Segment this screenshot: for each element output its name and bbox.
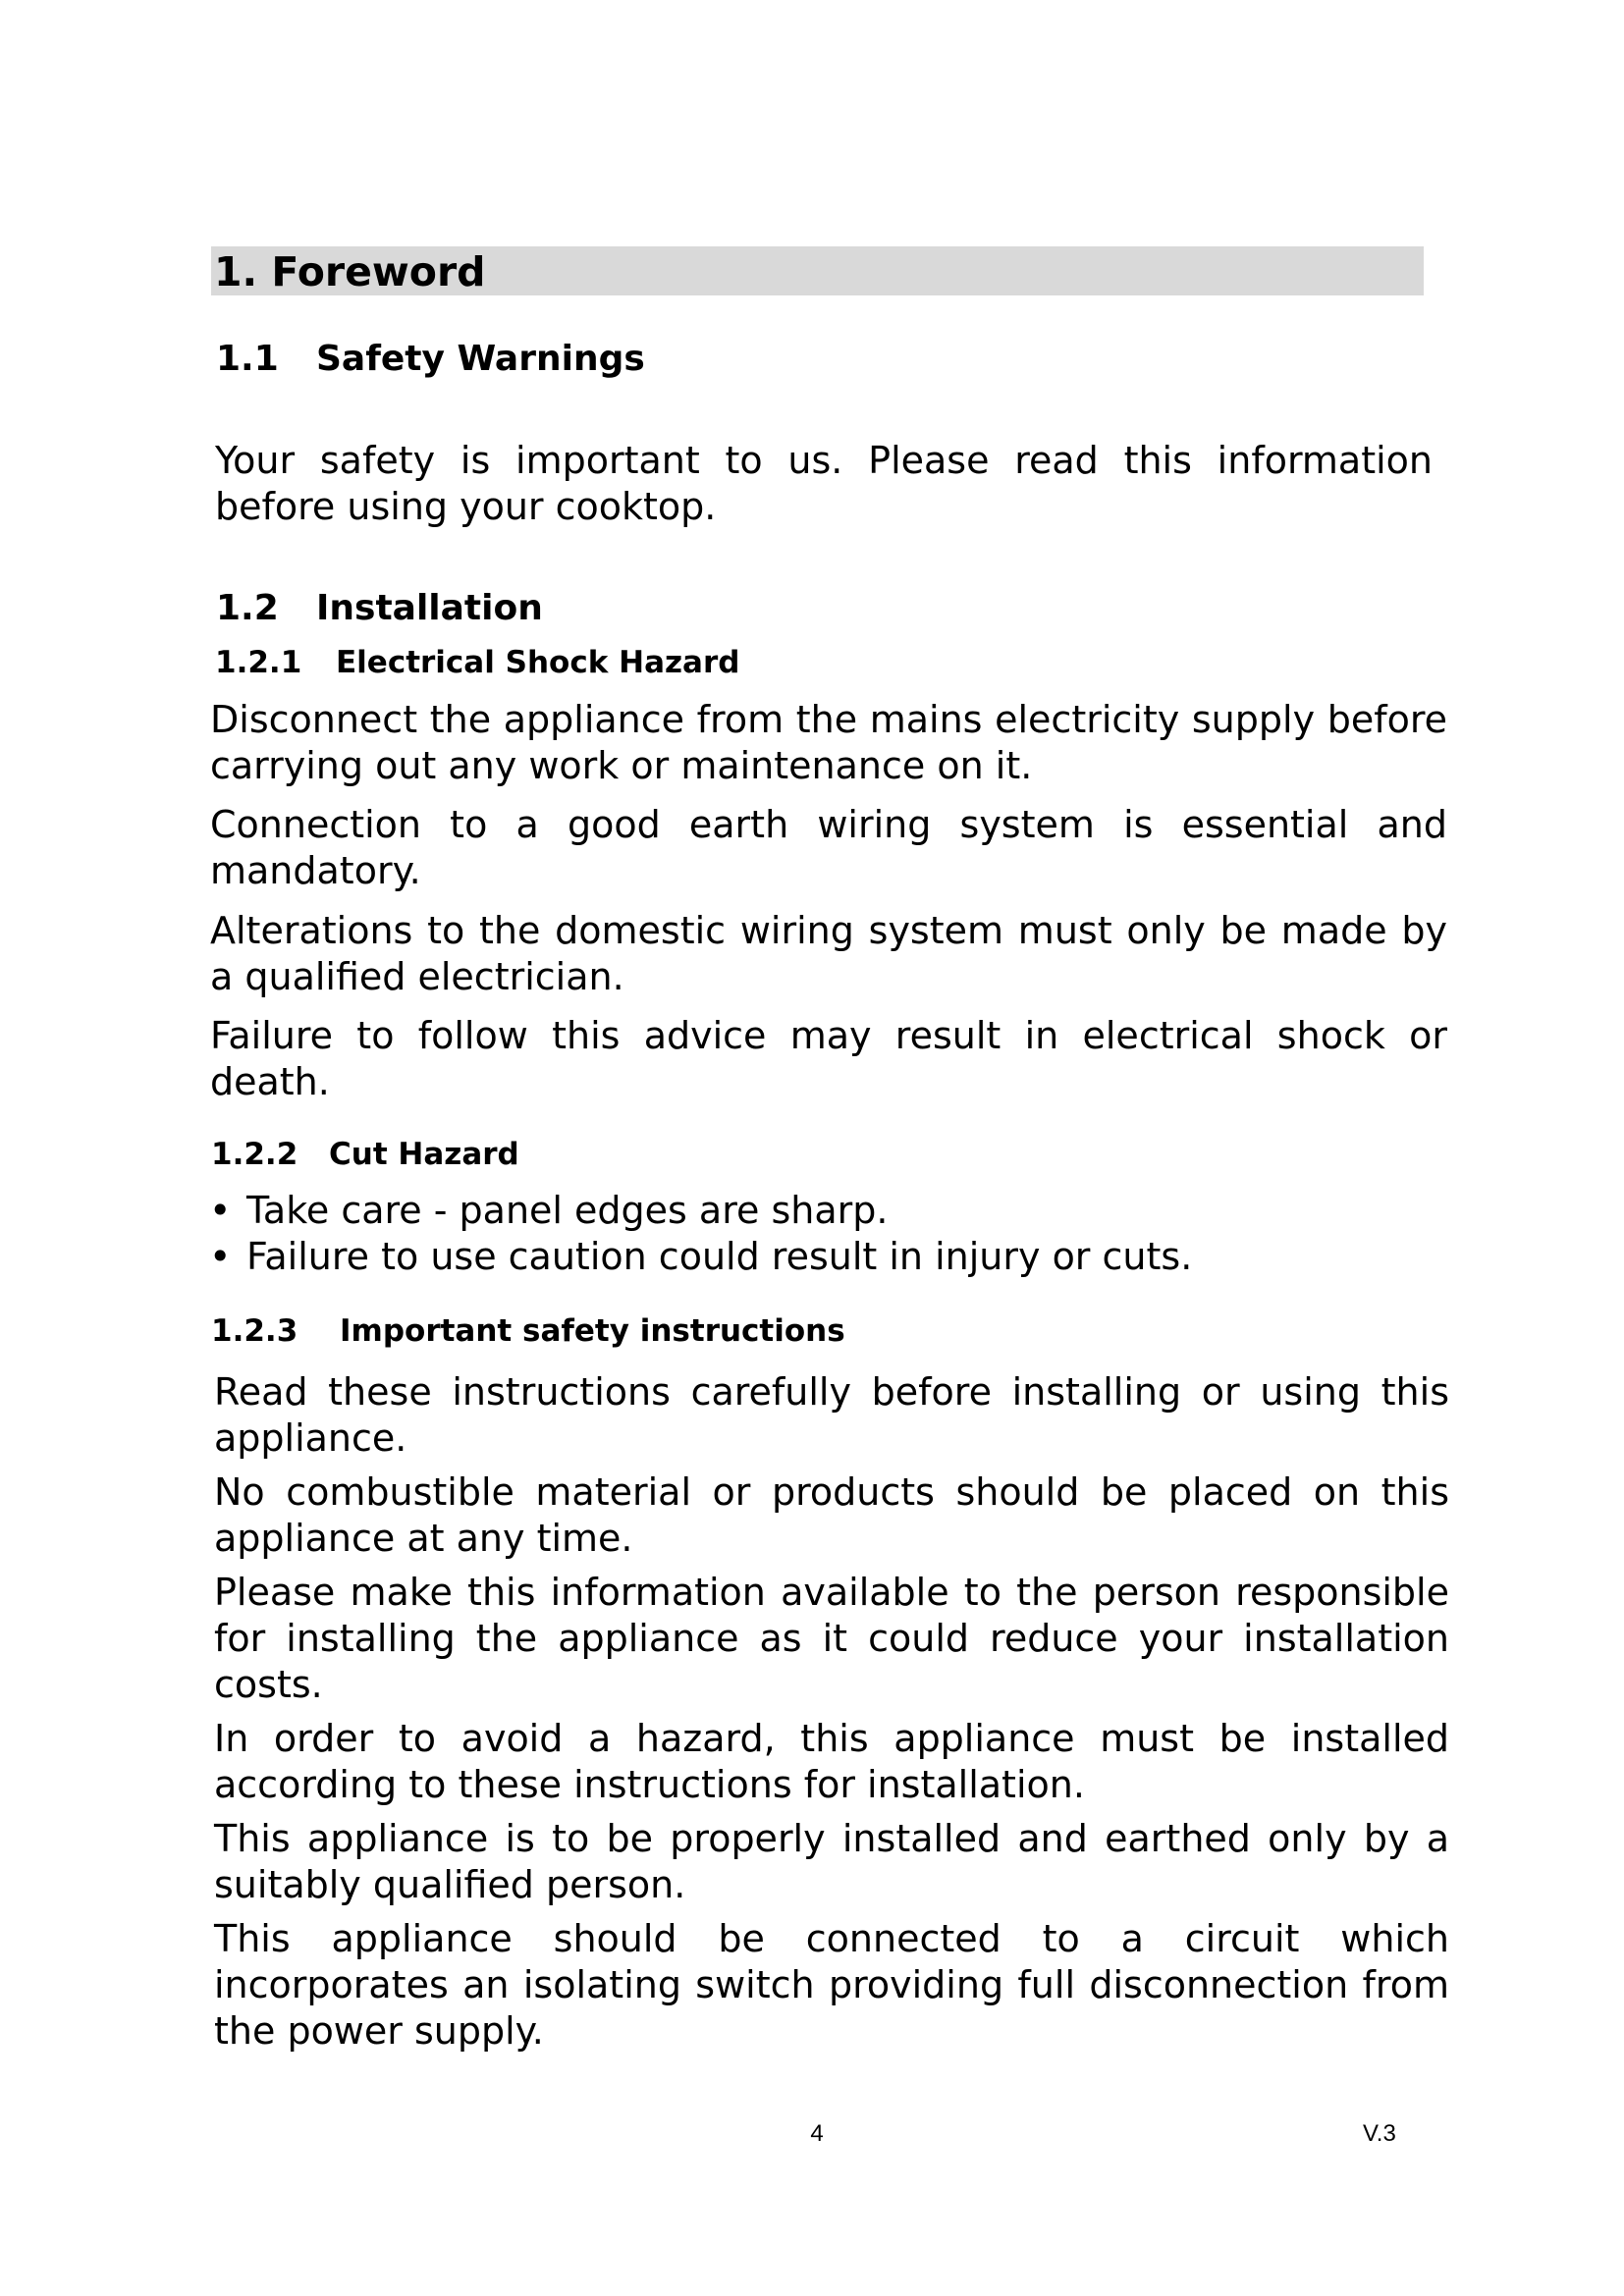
subsection-heading-electrical-shock-hazard bbox=[215, 644, 739, 681]
subsection-number: 1.2.1 bbox=[215, 645, 302, 680]
list-item-text: Failure to use caution could result in injury or cuts. bbox=[246, 1235, 1193, 1278]
bullet-icon: • bbox=[209, 1235, 232, 1278]
section-heading-installation bbox=[216, 587, 543, 630]
subsection-number: 1.2.3 bbox=[211, 1313, 298, 1349]
electrical-paragraph: Connection to a good earth wiring system is essential and mandatory. bbox=[210, 803, 1447, 892]
bullet-icon: • bbox=[209, 1189, 232, 1232]
safety-instructions-paragraph: No combustible material or products should be placed on this appliance at any time. bbox=[214, 1470, 1449, 1560]
safety-instructions-paragraph: Please make this information available to the person responsible for installing the appliance as it could reduce your installation costs. bbox=[214, 1571, 1449, 1706]
safety-intro-paragraph: Your safety is important to us. Please read this information before using your cooktop. bbox=[215, 439, 1433, 528]
page-number: 4 bbox=[810, 2120, 824, 2147]
safety-instructions-paragraph: Read these instructions carefully before installing or using this appliance. bbox=[214, 1370, 1449, 1460]
subsection-number: 1.2.2 bbox=[211, 1137, 298, 1172]
safety-instructions-paragraph: This appliance should be connected to a circuit which incorporates an isolating switch providing full disconnection from the power supply. bbox=[214, 1917, 1449, 2053]
section-title: Installation bbox=[316, 588, 543, 628]
list-item bbox=[209, 1188, 1446, 1234]
subsection-title: Electrical Shock Hazard bbox=[336, 645, 740, 680]
list-item-text: Take care - panel edges are sharp. bbox=[246, 1189, 889, 1232]
subsection-title: Important safety instructions bbox=[340, 1313, 845, 1349]
section-title: Safety Warnings bbox=[316, 339, 645, 379]
electrical-paragraph: Alterations to the domestic wiring system must only be made by a qualified electrician. bbox=[210, 909, 1447, 998]
subsection-heading-cut-hazard bbox=[211, 1136, 519, 1173]
electrical-paragraph: Disconnect the appliance from the mains electricity supply before carrying out any work or maintenance on it. bbox=[210, 698, 1447, 787]
cut-hazard-bullet-list bbox=[209, 1188, 1446, 1280]
safety-instructions-paragraph: This appliance is to be properly installed and earthed only by a suitably qualified person. bbox=[214, 1817, 1449, 1906]
chapter-title: 1. Foreword bbox=[214, 248, 486, 295]
list-item bbox=[209, 1234, 1446, 1280]
subsection-title: Cut Hazard bbox=[329, 1137, 519, 1172]
document-version: V.3 bbox=[1363, 2120, 1396, 2147]
section-heading-safety-warnings bbox=[216, 338, 645, 381]
section-number: 1.1 bbox=[216, 339, 279, 379]
safety-instructions-paragraph: In order to avoid a hazard, this appliance must be installed according to these instructions for installation. bbox=[214, 1717, 1449, 1806]
subsection-heading-important-safety-instructions bbox=[211, 1312, 845, 1350]
section-number: 1.2 bbox=[216, 588, 279, 628]
electrical-paragraph: Failure to follow this advice may result in electrical shock or death. bbox=[210, 1014, 1447, 1103]
